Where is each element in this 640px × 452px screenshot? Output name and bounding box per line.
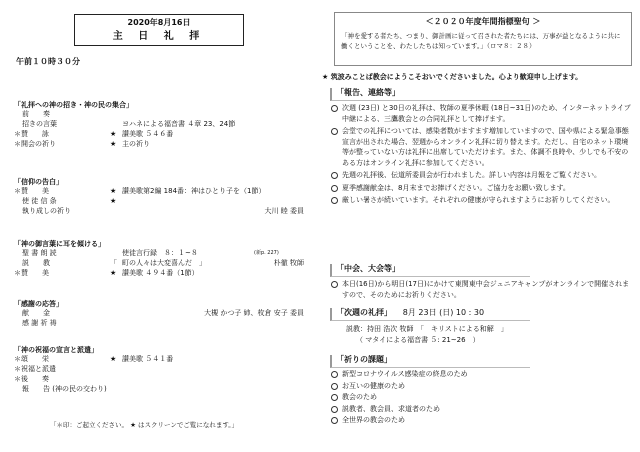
announcements-column <box>318 0 640 452</box>
next-week-heading <box>330 308 530 321</box>
welcome-message: ★ 筑波みことば教会にようこそおいでくださいました。心より歓迎申し上げます。 <box>322 73 583 81</box>
item-label: ＊開会の祈り <box>14 140 56 148</box>
section-word <box>14 240 306 279</box>
section-next-week <box>330 308 635 345</box>
list-item <box>14 120 306 130</box>
list-item <box>14 259 306 269</box>
date-title-box <box>74 14 244 46</box>
list-item <box>14 319 306 329</box>
item-label: ＊賛 美 <box>14 187 49 195</box>
list-item: 教会のため <box>330 392 635 403</box>
star-icon: ★ <box>110 130 117 138</box>
list-item <box>14 309 306 319</box>
list-item <box>14 355 306 365</box>
section-calling <box>14 101 306 150</box>
list-item <box>14 207 306 217</box>
section-announcements <box>330 88 635 206</box>
item-detail: ヨハネによる福音書 ４章 23、24節 <box>122 120 236 128</box>
star-icon: ★ <box>110 197 117 205</box>
list-item: お互いの健康のため <box>330 381 635 392</box>
item-label: ＊後 奏 <box>14 375 49 383</box>
star-icon: ★ <box>110 269 117 277</box>
list-item <box>14 385 306 395</box>
item-person: 朴徹 牧師 <box>273 259 304 267</box>
item-label: 招きの言葉 <box>22 120 57 128</box>
verse-body: 「神を愛する者たち、つまり、御計画に従って召された者たちには、万事が益となるように共に働くということを、わたしたちは知っています。」（ロマ８：２８） <box>341 31 621 50</box>
list-item <box>14 365 306 375</box>
sermon-title: 町の人々は大変喜んだ 」 <box>122 259 206 267</box>
item-label: ＊祝福と派遣 <box>14 365 56 373</box>
list-item <box>14 130 306 140</box>
star-icon: ★ <box>110 355 117 363</box>
section-title: 「報告、連絡等」 <box>330 88 530 101</box>
verse-title: ＜２０２０年度年間指標聖句 ＞ <box>425 17 541 26</box>
section-title: 「神の御言葉に耳を傾ける」 <box>14 240 105 248</box>
item-label: 使 徒 信 条 <box>22 197 57 205</box>
list-item <box>14 140 306 150</box>
item-detail: 讃美歌 ４９４番（1節） <box>122 269 199 277</box>
list-item <box>14 269 306 279</box>
section-title: 「信仰の告白」 <box>14 178 63 186</box>
section-title: 「神の祝福の宣言と派遣」 <box>14 346 98 354</box>
section-title: 「感謝の応答」 <box>14 300 63 308</box>
list-item: 新型コロナウイルス感染症の終息のため <box>330 369 635 380</box>
section-meetings <box>330 264 635 300</box>
next-week-sermon: 説教：持田 浩次 牧師 「 キリストによる和解 」 <box>346 325 508 333</box>
service-date: 2020年8月16日 <box>127 18 191 27</box>
item-label: ＊頌 栄 <box>14 355 49 363</box>
section-title: 「礼拝への神の招き・神の民の集合」 <box>14 101 133 109</box>
section-response <box>14 300 306 329</box>
next-week-datetime: 8月 23日 (日) 10 : 30 <box>402 308 485 317</box>
item-label: 執り成しの祈り <box>22 207 71 215</box>
item-detail: 讃美歌 ５４１番 <box>122 355 174 363</box>
item-label: ＊賛 美 <box>14 269 49 277</box>
sermon-quote-open: 「 <box>110 259 117 267</box>
list-item: 先週の礼拝後、伝道所委員会が行われました。詳しい内容は月報をご覧ください。 <box>330 170 635 181</box>
section-title: 「祈りの課題」 <box>330 355 530 368</box>
service-title: 主 日 礼 拝 <box>112 30 206 42</box>
page-note: (新p. 227) <box>254 250 279 256</box>
service-time: 午前１０時３０分 <box>16 57 80 66</box>
item-label: 前 奏 <box>22 110 50 118</box>
item-label: 説 教 <box>22 259 50 267</box>
list-item: 夏季感謝献金は、8月末までお捧げください。ご協力をお願い致します。 <box>330 183 635 194</box>
list-item <box>14 249 306 259</box>
list-item: 厳しい暑さが続いています。それぞれの健康が守られますようにお祈りしてください。 <box>330 195 635 206</box>
section-confession <box>14 178 306 217</box>
section-title: 「中会、大会等」 <box>330 264 530 277</box>
list-item: 説教者、教会員、求道者のため <box>330 404 635 415</box>
list-item: 全世界の教会のため <box>330 415 635 426</box>
next-week-scripture: （ マタイによる福音書 ５: 21~26 ） <box>356 335 480 344</box>
annual-verse-box <box>334 12 632 66</box>
item-label: 報 告 (神の民の交わり) <box>22 385 107 393</box>
section-blessing <box>14 346 306 395</box>
item-person: 大槻 かつ子 姉、枚倉 安子 委員 <box>204 309 304 317</box>
list-item <box>14 187 306 197</box>
list-item: 本日(16日)から明日(17日)にかけて東関東中会ジュニアキャンプがオンラインで開催されますので、そのためにお祈りください。 <box>330 279 635 300</box>
item-detail: 讃美歌 ５４６番 <box>122 130 174 138</box>
list-item <box>14 110 306 120</box>
section-prayer <box>330 355 635 426</box>
item-label: 聖 書 朗 読 <box>22 249 57 257</box>
item-detail: 讃美歌第2編 184番：神はひとり子を（1節） <box>122 187 266 195</box>
star-icon: ★ <box>110 140 117 148</box>
item-label: 献 金 <box>22 309 50 317</box>
item-person: 大川 睦 委員 <box>264 207 304 215</box>
item-label: 感 謝 祈 祷 <box>22 319 57 327</box>
footnote: 「＊印：ご起立ください。 ★ はスクリーンでご覧になれます。」 <box>50 421 239 429</box>
item-detail: 主の祈り <box>122 140 150 148</box>
star-icon: ★ <box>110 187 117 195</box>
list-item: 次週 (23日) と30日の礼拝は、牧師の夏季休暇 (18日~31日)のため、インターネットライブ中継による、三鷹教会との合同礼拝として捧げます。 <box>330 103 635 124</box>
list-item <box>14 197 306 207</box>
list-item: 会堂での礼拝については、感染者数がますます増加していますので、国や県による緊急事態宣言が出された場合、翌週からオンライン礼拝に切り替えます。ただし、自宅のネット環境等が整っていない方は礼拝に出席していただけます。また、体調不良時や、少しでも不安のある方はオンライン礼拝に参加してください。 <box>330 126 635 168</box>
item-detail: 使徒言行録 ８：１~８ <box>122 249 198 257</box>
order-of-worship-column <box>0 0 312 452</box>
list-item <box>14 375 306 385</box>
section-title: 「次週の礼拝」 <box>336 308 392 317</box>
item-label: ＊賛 詠 <box>14 130 49 138</box>
